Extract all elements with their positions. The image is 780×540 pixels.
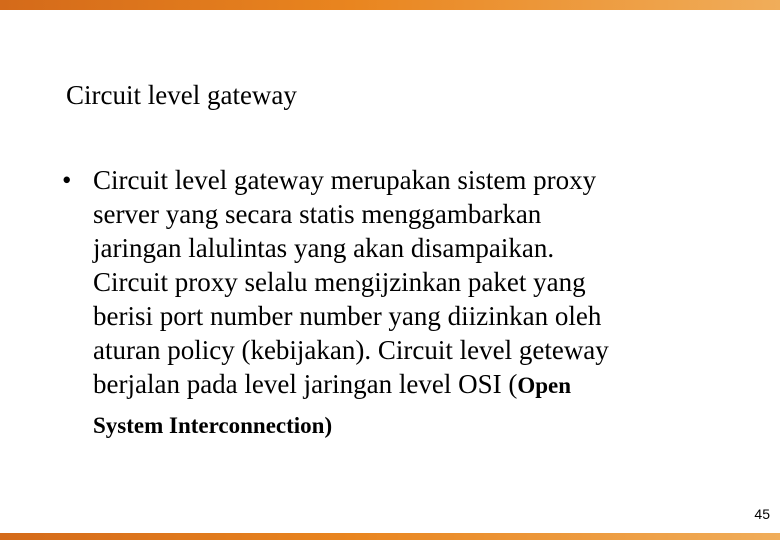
bullet-line-8-bold: System Interconnection): [93, 413, 333, 438]
bottom-accent-bar: [0, 533, 780, 540]
top-accent-bar: [0, 0, 780, 10]
page-number: 45: [754, 506, 770, 522]
bullet-line-2: server yang secara statis menggambarkan: [93, 199, 542, 229]
bullet-dot: •: [62, 165, 72, 195]
bullet-line-3: jaringan lalulintas yang akan disampaikan.: [93, 233, 555, 263]
slide-title: Circuit level gateway: [66, 80, 297, 110]
bullet-paragraph: [62, 163, 752, 443]
bullet-line-8: [93, 407, 752, 443]
bullet-line-7-bold: Open: [517, 373, 572, 398]
bullet-line-7: [93, 367, 752, 403]
bullet-line-5: berisi port number number yang diizinkan oleh: [93, 301, 602, 331]
bullet-line-4: Circuit proxy selalu mengijzinkan paket yang: [93, 267, 586, 297]
bullet-line-1: Circuit level gateway merupakan sistem proxy: [93, 165, 597, 195]
bullet-line-7-text: berjalan pada level jaringan level OSI (: [93, 369, 518, 399]
bullet-line-6: aturan policy (kebijakan). Circuit level geteway: [93, 335, 609, 365]
